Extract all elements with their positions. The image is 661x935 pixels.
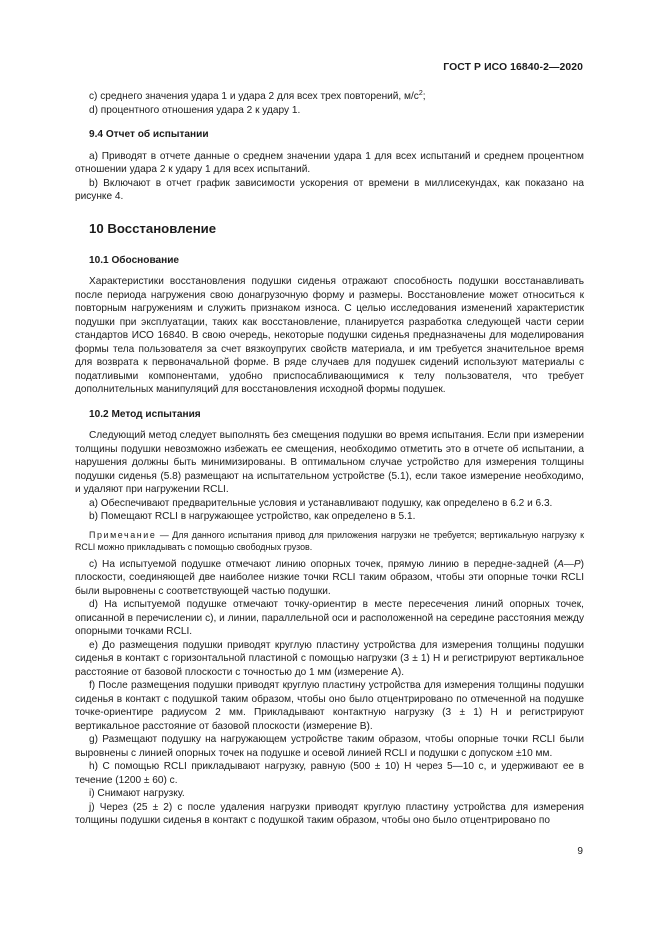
section-9-4-heading: 9.4 Отчет об испытании (89, 129, 209, 140)
list-item-d: d) процентного отношения удара 2 к удару 1. (89, 104, 301, 116)
section-10-2-item-h: h) С помощью RCLI прикладывают нагрузку, равную (500 ± 10) Н через 5—10 с, и удерживают ее в течение (1200 ± 60) с. (75, 761, 584, 786)
note-label: Примечание (89, 529, 157, 540)
section-10-2-item-e: e) До размещения подушки приводят круглую пластину устройства для измерения толщины подушки сиденья в контакт с горизонтальной пластиной с помощью нагрузки (3 ± 1) Н и регистрируют вертикальное расстояние от базовой плоскости с точностью до 1 мм (измерение А). (75, 639, 584, 678)
item-c-text-start: c) На испытуемой подушке отмечают линию опорных точек, прямую линию в передне-задней ( (89, 558, 558, 570)
exponent: 2 (418, 90, 423, 97)
section-10-2-item-b: b) Помещают RCLI в нагружающее устройство, как определено в 5.1. (89, 511, 416, 522)
note (75, 529, 584, 553)
section-10-2-item-g: g) Размещают подушку на нагружающем устройстве таким образом, чтобы опорные точки RCLI были выровнены с линией опорных точек на подушке и осевой линией RCLI и подушки с допуском ±10 мм. (75, 734, 584, 759)
list-item-c-end: ; (422, 91, 426, 102)
list-item-c (75, 90, 584, 104)
section-10-2-item-a: a) Обеспечивают предварительные условия и устанавливают подушку, как определено в 6.2 и 6.3. (89, 497, 553, 509)
note-text: — Для данного испытания привод для приложения нагрузки не требуется; вертикальную нагрузку к RCLI можно прикладывать с помощью свободных грузов. (75, 529, 584, 552)
section-10-2-item-c (75, 558, 584, 599)
page-content (75, 90, 584, 828)
section-10-1-paragraph: Характеристики восстановления подушки сиденья отражают способность подушки восстанавливать после периода нагружения свою донагрузочную форму и размеры. Восстановление может относиться к повторным нагружениям и служить признаком износа. С целью исследования изменений характеристик подушки при эксплуатации, таких как восстановление, планируется разработка следующей части серии стандартов ИСО 16840. В свою очередь, некоторые подушки сиденья предназначены для моделирования формы тела пользователя за счет вязкоупругих свойств материала, и им требуется значительное время для возврата к первоначальной форме. В ряде случаев для подушек сидений используют материалы с податливыми компонентами, удобно приспосабливающимися к телу пользователя, что требует дополнительных манипуляций для восстановления исходной формы подушек. (75, 276, 584, 395)
section-10-2-heading: 10.2 Метод испытания (89, 408, 201, 420)
item-c-text-end: ) плоскости, соединяющей две наиболее низкие точки RCLI таким образом, чтобы эти опорные точки RCLI были выровнены с соответствующей частью подушки. (75, 558, 584, 597)
section-10-2-paragraph: Следующий метод следует выполнять без смещения подушки во время испытания. Если при измерении толщины подушки невозможно избежать ее смещения, необходимо отметить это в отчете об испытании, а нарушения должны быть минимизированы. В оптимальном случае устройство для измерения толщины подушки сиденья (5.8) размещают на испытательном устройстве (5.1), если такое измерение необходимо, и удаляют при нагружении RCLI. (75, 430, 584, 495)
document-code-header: ГОСТ Р ИСО 16840-2—2020 (443, 62, 583, 73)
list-item-c-text: c) среднего значения удара 1 и удара 2 для всех трех повторений, м/с (89, 91, 419, 102)
section-10-1-heading: 10.1 Обоснование (89, 254, 180, 266)
section-10-2-item-i: i) Снимают нагрузку. (89, 788, 185, 799)
section-10-2-item-f: f) После размещения подушки приводят круглую пластину устройства для измерения толщины подушки сиденья в контакт с подушкой таким образом, чтобы оно было отцентрировано по отмеченной на подушке точке-ориентире радиусом 2 мм. Прикладывают контактную нагрузку (3 ± 1) Н и регистрируют вертикальное расстояние от базовой плоскости (измерение B). (75, 680, 584, 732)
section-10-2-item-j: j) Через (25 ± 2) с после удаления нагрузки приводят круглую пластину устройства для измерения толщины подушки сиденья в контакт с подушкой таким образом, чтобы оно было отцентрировано по (75, 801, 584, 826)
section-10-heading: 10 Восстановление (89, 220, 217, 236)
section-9-4-item-b: b) Включают в отчет график зависимости ускорения от времени в миллисекундах, как показано на рисунке 4. (75, 177, 584, 202)
page-number: 9 (577, 846, 583, 857)
section-9-4-item-a: a) Приводят в отчете данные о среднем значении удара 1 для всех испытаний и среднем процентном отношении удара 2 к удару 1 для всех испытаний. (75, 150, 584, 175)
item-c-plane-label: A—P (557, 558, 581, 570)
section-10-2-item-d: d) На испытуемой подушке отмечают точку-ориентир в месте пересечения линий опорных точек, описанной в перечислении c), и линии, параллельной оси и расположенной на середине расстояния между опорными точками RCLI. (75, 599, 584, 637)
